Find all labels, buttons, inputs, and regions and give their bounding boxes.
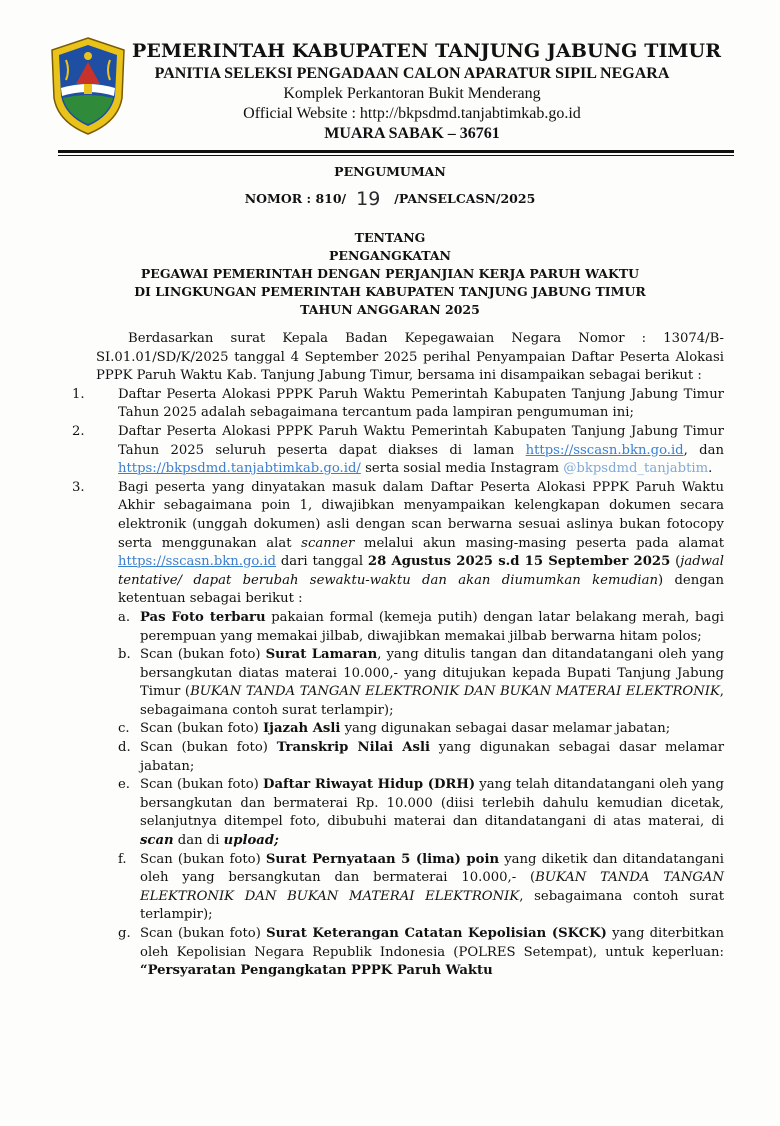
sub-item-d — [118, 739, 724, 776]
sub-item-c — [118, 720, 724, 739]
text-span: BUKAN TANDA TANGAN ELEKTRONIK DAN BUKAN MATERAI ELEKTRONIK — [190, 684, 720, 700]
text-span: , sebagaimana contoh surat terlampir); — [140, 684, 724, 718]
subject-line-3: DI LINGKUNGAN PEMERINTAH KABUPATEN TANJUNG JABUNG TIMUR — [134, 284, 646, 299]
document-number-handwritten: 19 — [356, 188, 381, 210]
sub-item-text — [140, 646, 724, 720]
text-span: dan di — [177, 833, 220, 849]
sub-item-f — [118, 851, 724, 925]
text-span: Scan (bukan foto) — [140, 851, 261, 867]
sub-item-a — [118, 609, 724, 646]
list-number: 3. — [72, 479, 85, 495]
list-item-2 — [74, 423, 724, 479]
list-item-text: Daftar Peserta Alokasi PPPK Paruh Waktu Pemerintah Kabupaten Tanjung Jabung Timur Tahun 2025 adalah sebagaimana tercantum pada lampiran pengumuman ini; — [118, 386, 724, 421]
sub-item-text — [140, 739, 724, 776]
letterhead-address: Komplek Perkantoran Bukit Menderang — [283, 85, 541, 102]
text-span: yang diterbitkan oleh Kepolisian Negara Republik Indonesia (POLRES Setempat), untuk keperluan: — [140, 926, 724, 960]
letterhead-website: Official Website : http://bkpsdmd.tanjabtimkab.go.id — [243, 105, 581, 122]
tentang-label: TENTANG — [354, 230, 426, 245]
list-number: 2. — [72, 423, 85, 439]
sub-item-e — [118, 776, 724, 850]
letterhead-government: PEMERINTAH KABUPATEN TANJUNG JABUNG TIMUR — [132, 40, 722, 62]
text-span: Scan (bukan foto) — [140, 740, 268, 756]
text-span: Bagi peserta yang dinyatakan masuk dalam Daftar Peserta Alokasi PPPK Paruh Waktu Akhir sebagaimana poin 1, diwajibkan menyampaikan kelengkapan dokumen secara elektronik (unggah dokumen) asli dengan scan berwarna sesuai aslinya bukan fotocopy serta menggunakan alat — [118, 479, 724, 551]
letterhead-committee: PANITIA SELEKSI PENGADAAN CALON APARATUR SIPIL NEGARA — [154, 65, 670, 82]
text-span: jadwal tentative/ dapat berubah sewaktu-waktu dan akan diumumkan kemudian — [118, 554, 725, 588]
text-span: Daftar Peserta Alokasi PPPK Paruh Waktu Pemerintah Kabupaten Tanjung Jabung Timur Tahun 2025 seluruh peserta dapat diakses di laman — [118, 423, 724, 458]
text-span: yang telah ditandatangani oleh yang bersangkutan dan bermaterai Rp. 10.000 (diisi terlebih dahulu kemudian dicetak, selanjutnya ditempel foto, dibubuhi materai dan ditandatangani di atas materai, di — [140, 777, 724, 830]
subject-line-4: TAHUN ANGGARAN 2025 — [300, 302, 480, 317]
sscasn-link[interactable]: https://sscasn.bkn.go.id — [525, 442, 684, 458]
text-span: Scan (bukan foto) — [140, 647, 261, 663]
announcement-body — [72, 330, 725, 981]
text-span: serta sosial media Instagram — [365, 461, 560, 477]
text-span: Surat Keterangan Catatan Kepolisian (SKCK) — [266, 926, 607, 941]
regency-emblem-logo — [48, 36, 128, 136]
text-span: upload; — [223, 833, 279, 849]
sscasn-link[interactable]: https://sscasn.bkn.go.id — [118, 554, 276, 570]
text-span: dari tanggal — [280, 554, 364, 570]
sub-item-g — [118, 925, 724, 981]
document-number-prefix: NOMOR : 810/ — [244, 191, 347, 206]
text-span: yang digunakan sebagai dasar melamar jabatan; — [140, 740, 725, 774]
instagram-handle: @bkpsdmd_tanjabtim — [563, 461, 709, 477]
list-item-text — [118, 479, 724, 609]
text-span: , yang ditulis tangan dan ditandatangani oleh yang bersangkutan diatas materai 10.000,- yang ditujukan kepada Bupati Tanjung Jabung Timur ( — [140, 647, 724, 700]
doc-type-title: PENGUMUMAN — [334, 164, 446, 179]
subject-line-2: PEGAWAI PEMERINTAH DENGAN PERJANJIAN KERJA PARUH WAKTU — [140, 266, 640, 281]
sub-item-text — [140, 776, 724, 850]
text-span: Ijazah Asli — [263, 721, 341, 737]
text-span: , sebagaimana contoh surat terlampir); — [140, 888, 725, 923]
text-span: . — [708, 461, 713, 477]
text-span: Scan (bukan foto) — [140, 721, 259, 737]
letterhead-divider-thick — [58, 150, 734, 153]
sub-item-text — [140, 609, 724, 646]
text-span: pakaian formal (kemeja putih) dengan latar belakang merah, bagi perempuan yang memakai jilbab, diwajibkan memakai jilbab berwarna hitam polos; — [140, 609, 724, 644]
bkpsdmd-link[interactable]: https://bkpsdmd.tanjabtimkab.go.id/ — [118, 461, 361, 477]
sub-item-text — [140, 925, 724, 981]
letterhead-divider-thin — [58, 155, 734, 156]
list-item-1 — [74, 386, 724, 423]
list-number: 1. — [72, 386, 85, 402]
sub-item-letter: d. — [118, 740, 131, 756]
text-span: Transkrip Nilai Asli — [276, 740, 430, 756]
subject-line-1: PENGANGKATAN — [329, 248, 451, 263]
text-span: melalui akun masing-masing peserta pada alamat — [363, 535, 724, 551]
upload-period: 28 Agustus 2025 s.d 15 September 2025 — [367, 554, 671, 570]
text-span: Pas Foto terbaru — [140, 609, 266, 625]
sub-item-letter: a. — [118, 609, 131, 625]
text-span: , dan — [683, 442, 724, 458]
sub-item-text — [140, 851, 724, 925]
text-span: Scan (bukan foto) — [140, 777, 259, 793]
text-span: Surat Pernyataan 5 (lima) poin — [265, 851, 500, 867]
text-span: BUKAN TANDA TANGAN ELEKTRONIK DAN BUKAN MATERAI ELEKTRONIK — [140, 870, 724, 904]
text-span: yang diketik dan ditandatangani oleh yang bersangkutan dan bermaterai 10.000,- ( — [140, 851, 724, 886]
sub-item-letter: b. — [118, 647, 131, 663]
sub-item-letter: g. — [118, 926, 131, 941]
list-item-3 — [74, 479, 724, 981]
letterhead-city: MUARA SABAK – 36761 — [324, 125, 500, 142]
list-item-text — [118, 423, 724, 479]
text-span: “Persyaratan Pengangkatan PPPK Paruh Waktu — [140, 963, 493, 979]
sub-item-letter: f. — [118, 851, 127, 867]
text-span: Scan (bukan foto) — [140, 926, 261, 941]
text-span: scanner — [301, 535, 355, 551]
sub-item-letter: c. — [118, 721, 130, 737]
text-span: Daftar Riwayat Hidup (DRH) — [263, 777, 476, 793]
document-number-suffix: /PANSELCASN/2025 — [394, 191, 536, 206]
intro-paragraph: Berdasarkan surat Kepala Badan Kepegawaian Negara Nomor : 13074/B-SI.01.01/SD/K/2025 tanggal 4 September 2025 perihal Penyampaian Daftar Peserta Alokasi PPPK Paruh Waktu Kab. Tanjung Jabung Timur, bersama ini disampaikan sebagai berikut : — [96, 331, 724, 384]
text-span: ) dengan ketentuan sebagai berikut : — [118, 572, 725, 607]
text-span: ( — [675, 554, 681, 570]
letterhead — [132, 40, 722, 143]
sub-item-b — [118, 646, 724, 720]
text-span: Surat Lamaran — [265, 647, 378, 663]
sub-item-letter: e. — [118, 777, 130, 793]
document-number — [60, 186, 720, 208]
text-span: scan — [140, 833, 174, 849]
sub-item-text — [140, 720, 724, 739]
text-span: yang digunakan sebagai dasar melamar jabatan; — [344, 721, 671, 737]
